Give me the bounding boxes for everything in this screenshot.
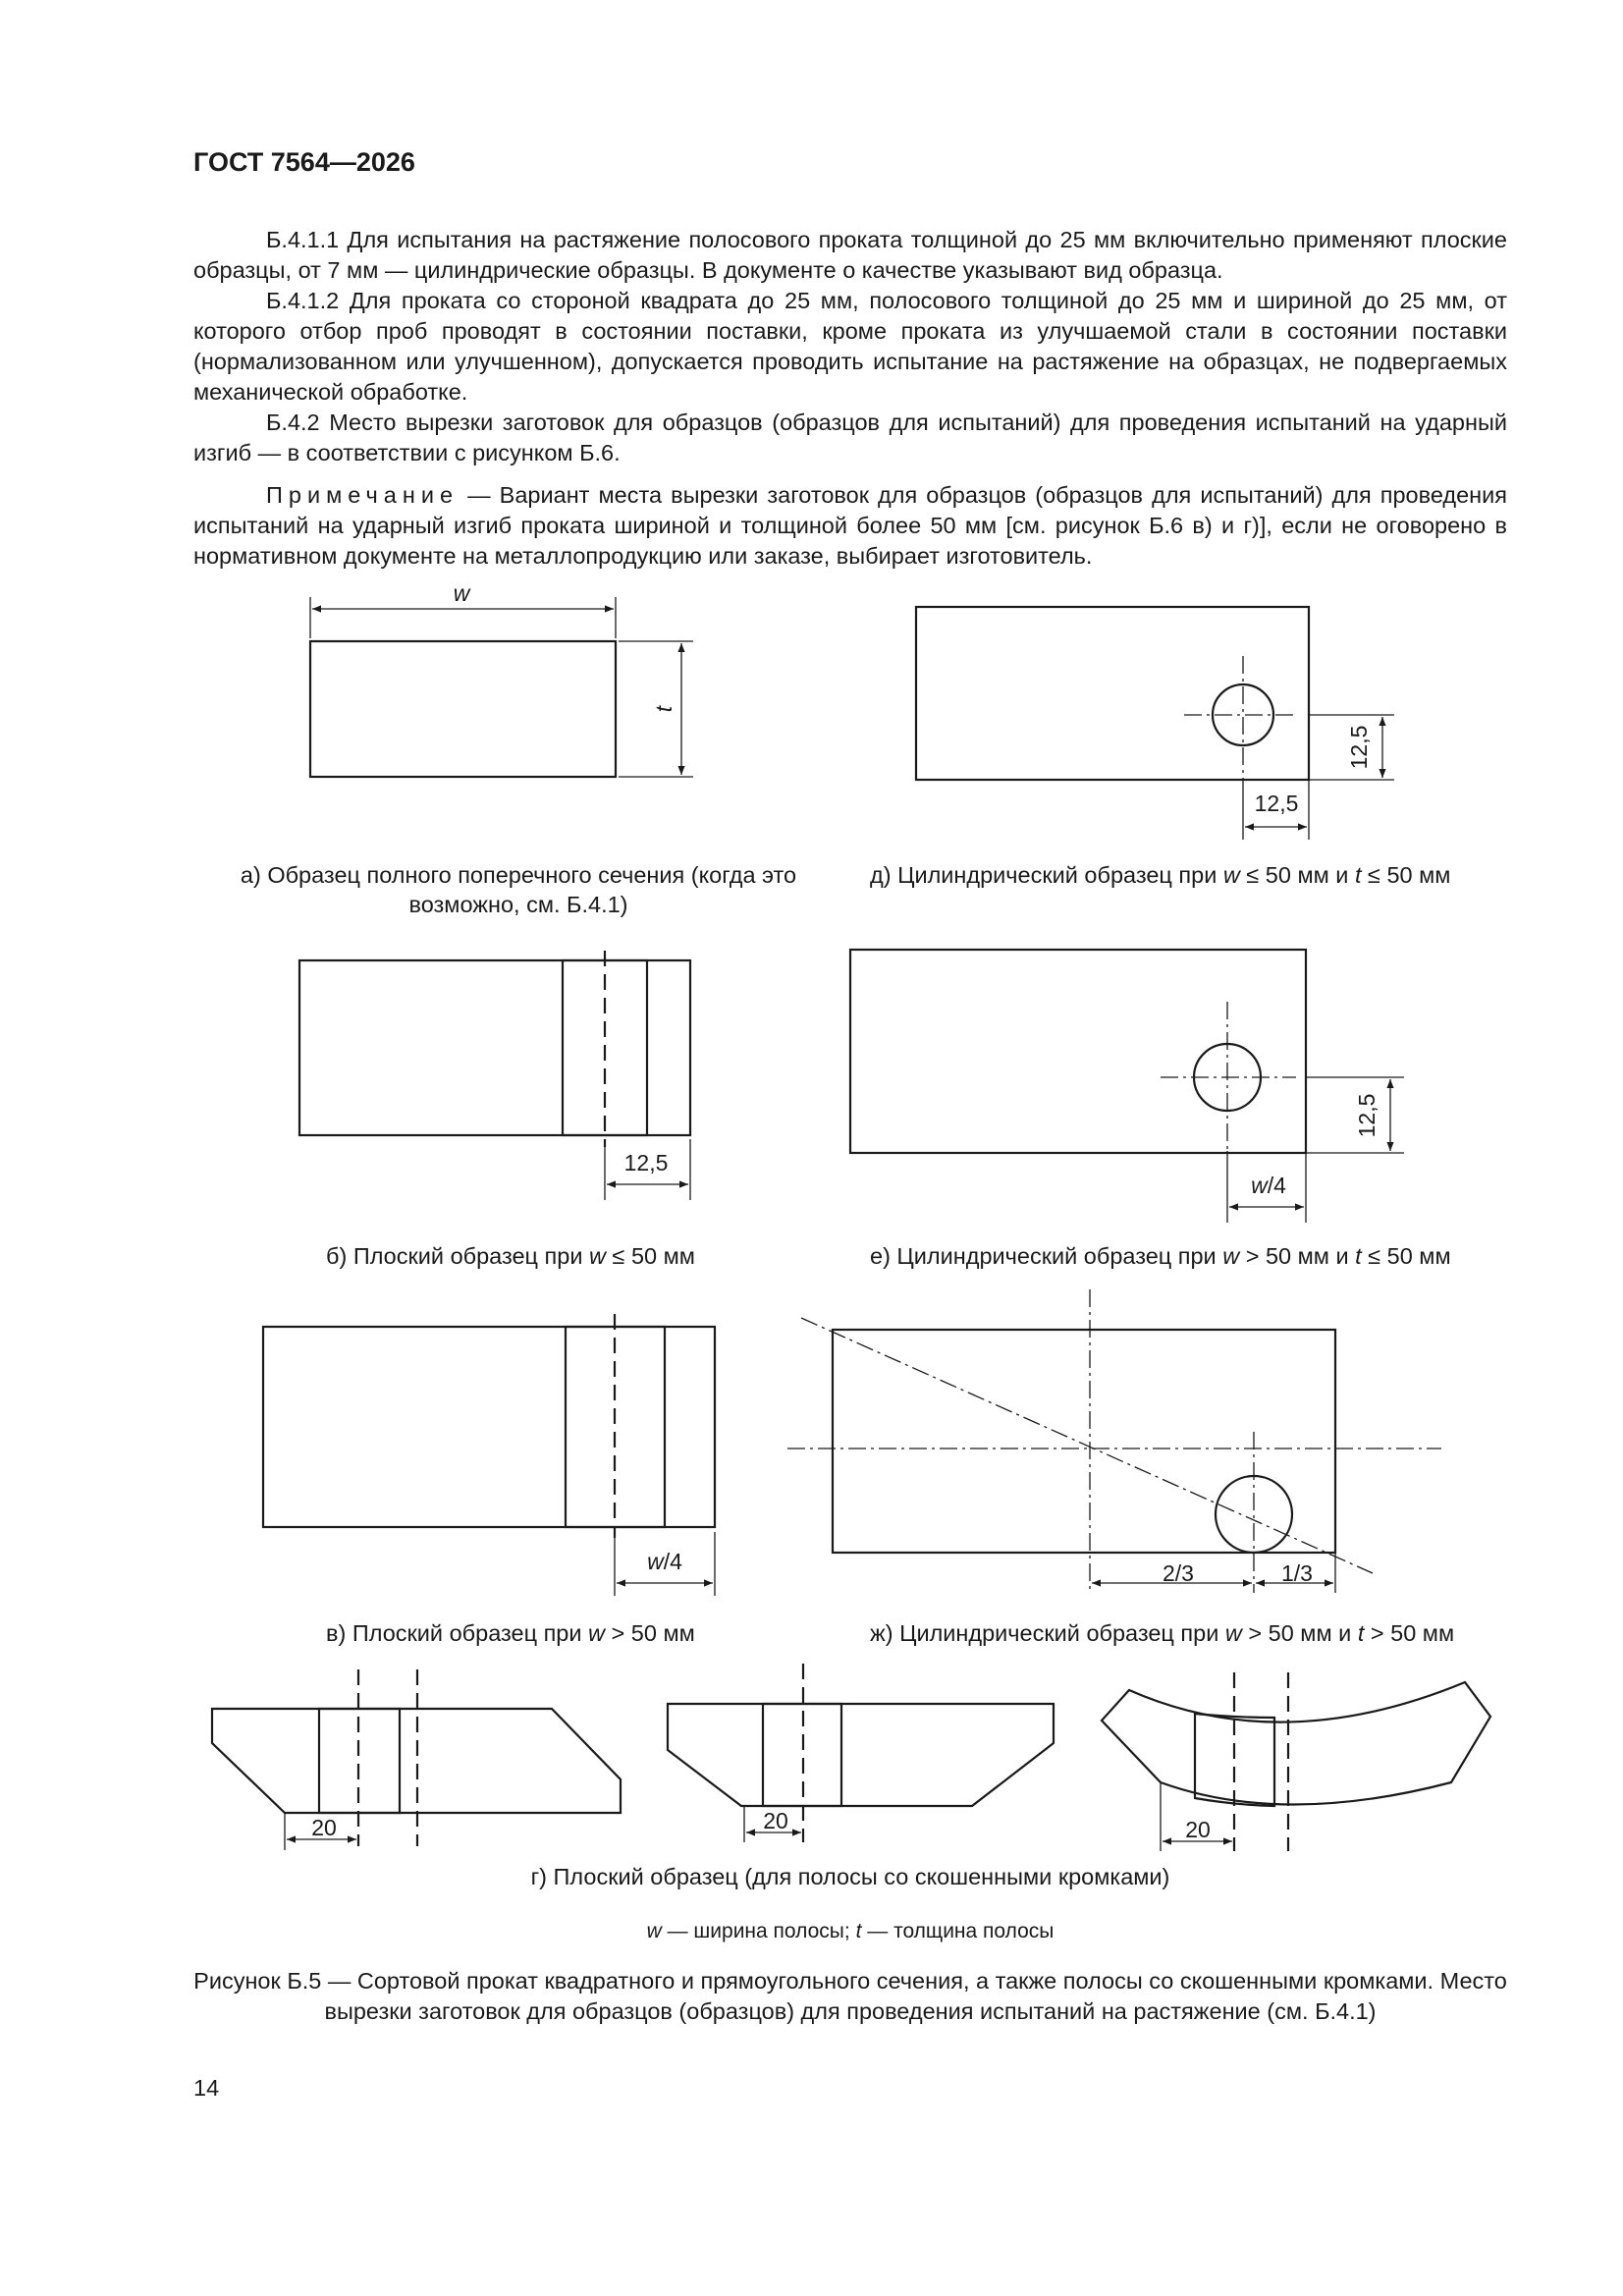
figure-caption: Рисунок Б.5 — Сортовой прокат квадратного и прямоугольного сечения, а также полосы со скошенными кромками. Место вырезки заготовок для образцов (образцов) для проведения испытаний на растяжение (см. Б.4.1) — [193, 1968, 1507, 2024]
panel-d-drawing — [916, 607, 1394, 840]
panel-e-drawing — [850, 950, 1404, 1223]
dim-label-w: w — [453, 580, 470, 606]
caption-panel-v: в) Плоский образец при w > 50 мм — [326, 1620, 695, 1646]
panel-zh-drawing — [787, 1289, 1441, 1593]
dim-label-2-3: 2/3 — [1163, 1560, 1194, 1586]
panel-b-drawing — [299, 951, 690, 1200]
dim-label-d-vertical: 12,5 — [1346, 725, 1372, 770]
caption-panel-g: г) Плоский образец (для полосы со скошенными кромками) — [530, 1864, 1170, 1889]
dim-label-b: 12,5 — [623, 1150, 669, 1175]
caption-panel-zh: ж) Цилиндрический образец при w > 50 мм и t > 50 мм — [870, 1620, 1455, 1646]
panel-g-drawing — [212, 1664, 1490, 1851]
bar-section-d — [916, 607, 1309, 780]
document-header: ГОСТ 7564—2026 — [193, 147, 415, 177]
dim-label-d-horizontal: 12,5 — [1254, 791, 1299, 816]
caption-panel-d: д) Цилиндрический образец при w ≤ 50 мм и t ≤ 50 мм — [870, 862, 1451, 888]
caption-panel-a: а) Образец полного поперечного сечения (когда это возможно, см. Б.4.1) — [240, 862, 797, 917]
dim-label-g1: 20 — [311, 1815, 337, 1840]
note-label: Примечание — [266, 482, 460, 508]
panel-v-drawing — [263, 1314, 715, 1596]
bar-section-e — [850, 950, 1306, 1153]
paragraph-b42: Б.4.2 Место вырезки заготовок для образцов (образцов для испытаний) для проведения испытаний на ударный изгиб — в соответствии с рисунком Б.6. — [193, 410, 1507, 465]
bar-section-v — [263, 1327, 715, 1527]
beveled-strip-2 — [668, 1704, 1054, 1806]
dim-label-t: t — [651, 705, 676, 713]
bar-section-zh — [833, 1330, 1335, 1553]
dim-label-v: w/4 — [647, 1549, 682, 1574]
caption-panel-e: е) Цилиндрический образец при w > 50 мм и t ≤ 50 мм — [870, 1243, 1451, 1269]
bar-section-b — [299, 960, 690, 1135]
page-number: 14 — [193, 2075, 220, 2101]
dim-label-g2: 20 — [763, 1808, 788, 1833]
caption-panel-b: б) Плоский образец при w ≤ 50 мм — [326, 1243, 695, 1269]
dim-label-e-vertical: 12,5 — [1354, 1093, 1380, 1138]
paragraph-b412: Б.4.1.2 Для проката со стороной квадрата до 25 мм, полосового толщиной до 25 мм и шириной до 25 мм, от которого отбор проб проводят в состоянии поставки, кроме проката из улучшаемой стали в состоянии поставки (нормализованном или улучшенном), допускается проводить испытание на растяжение на образцах, не подвергаемых механической обработке. — [193, 288, 1507, 405]
dim-label-1-3: 1/3 — [1281, 1560, 1313, 1586]
paragraph-b411: Б.4.1.1 Для испытания на растяжение полосового проката толщиной до 25 мм включительно применяют плоские образцы, от 7 мм — цилиндрические образцы. В документе о качестве указывают вид образца. — [193, 227, 1507, 283]
flat-specimen-v — [566, 1327, 665, 1527]
note-text: — Вариант места вырезки заготовок для образцов (образцов для испытаний) для проведения испытаний на ударный изгиб проката шириной и толщиной более 50 мм [см. рисунок Б.6 в) и г)], если не оговорено в нормативном документе на металлопродукцию или заказе, выбирает изготовитель. — [193, 482, 1507, 569]
dim-label-e-horizontal: w/4 — [1251, 1173, 1286, 1198]
panel-a-drawing — [310, 580, 693, 777]
full-section-specimen — [310, 641, 616, 777]
dim-label-g3: 20 — [1185, 1817, 1211, 1842]
figure-legend: w — ширина полосы; t — толщина полосы — [646, 1920, 1055, 1942]
